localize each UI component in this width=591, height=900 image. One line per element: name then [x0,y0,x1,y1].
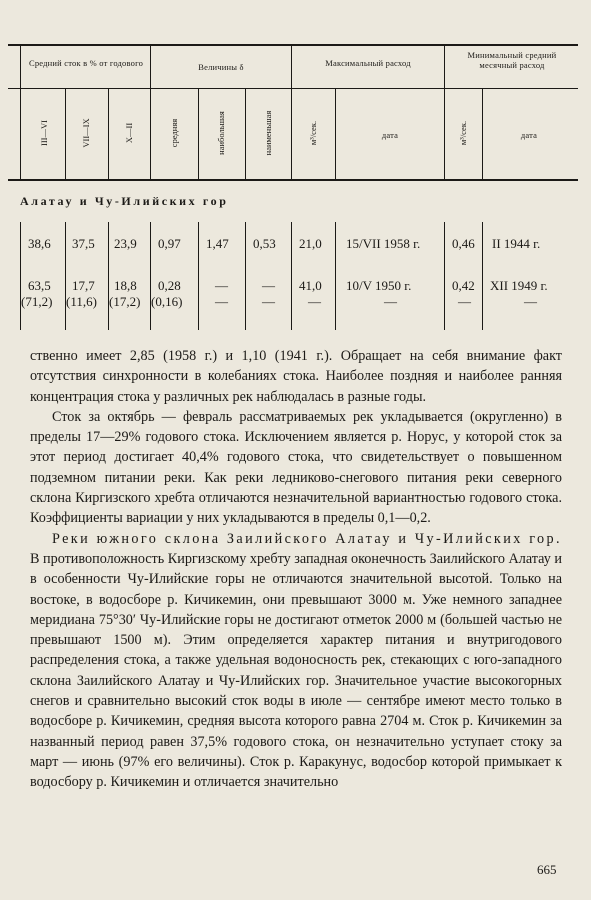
table-cell: (71,2) [21,294,53,309]
table-cell: — [262,294,275,309]
header-col-max: наибольшая [216,111,226,155]
paragraph: Сток за октябрь — февраль рассматриваемых рек укладывается (округленно) в пределы 17—29% годового стока. Исключением является р. Норус, у которой сток за этот период достигает 40,4% годового стока, что свидетельствует о повышенном подземном питании реки. Как реки ледниково-снегового питания реки северного склона Киргизского хребта отличаются незначительной вариантностью годового стока. Коэффициенты вариации у них укладываются в пределы 0,1—0,2. [30,408,562,527]
header-col-min-date: дата [520,130,538,140]
table-cell: — [308,294,321,309]
table-cell: — [215,278,228,293]
header-col-10-2: X—II [124,122,134,144]
col-sep [150,222,151,330]
paragraph-lead-heading: Реки южного склона Заилийского Алатау и Чу-Илийских гор. [52,530,562,547]
table-cell: 0,28 [158,278,181,293]
col-sep [291,44,292,180]
header-col-mean: средняя [169,118,179,148]
header-col-max-date: дата [381,130,399,140]
table-cell: 17,7 [72,278,95,293]
body-text [30,346,562,793]
table-cell: — [384,294,397,309]
col-sep [198,88,199,180]
table-top-rule [8,44,578,46]
table-header-mid-rule [8,88,578,89]
col-sep [108,222,109,330]
col-sep [444,222,445,330]
col-sep [108,88,109,180]
table-cell: — [524,294,537,309]
header-col-3-6: III—VI [39,120,49,146]
header-group-stock: Средний сток в % от годового [28,58,144,68]
col-sep [291,222,292,330]
section-title: Алатау и Чу-Илийских гор [20,194,229,208]
table-cell: 21,0 [299,236,322,251]
header-col-7-9: VII—IX [81,118,91,148]
header-col-min-flow: м³/сек. [458,120,468,146]
header-group-max: Максимальный расход [325,58,411,68]
header-group-min: Минимальный средний месячный расход [467,50,557,70]
table-cell: — [458,294,471,309]
col-sep [482,222,483,330]
page-number: 665 [537,862,557,877]
table-cell: (11,6) [66,294,97,309]
header-col-max-flow: м³/сек. [308,120,318,146]
table-cell: 0,97 [158,236,181,251]
col-sep [335,222,336,330]
table-cell: 41,0 [299,278,322,293]
table-cell: 15/VII 1958 г. [346,236,421,251]
table-header-bottom-rule [8,179,578,181]
table-cell: 0,42 [452,278,475,293]
table-cell: 1,47 [206,236,229,251]
paragraph-text: В противоположность Киргизскому хребту западная оконечность Заилийского Алатау и в особенности Чу-Илийские горы не отличаются значительной высотой. Только на востоке, в водосборе р. Кичикемин, они превышают 3000 м. Уже немного западнее меридиана 75°30′ Чу-Илийские горы не достигают отметок 2000 м (большей частью не превышают 1500 м). Этим определяется характер питания и внутригодового распределения стока, а также удельная водоносность рек, стекающих с юго-западного склона Заилийского Алатау и Чу-Илийских гор. Значительное участие высокогорных снегов и сравнительно высокий сток воды в июле — сентябре имеют место только в водосборе р. Кичикемин, средняя высота которого равна 2704 м. Сток р. Кичикемин за названный период равен 37,5% годового стока, он незначительно уступает стоку за март — июнь (97% его величины). Сток р. Каракунус, водосбор которой примыкает к водосбору р. Кичикемин и отличается значительно [30,550,562,791]
col-sep [198,222,199,330]
table-cell: 18,8 [114,278,137,293]
paragraph: ственно имеет 2,85 (1958 г.) и 1,10 (1941 г.). Обращает на себя внимание факт отсутствия синхронности в колебаниях стока. Наиболее поздняя и наиболее ранняя концентрация стока у различных рек наблюдалась в разные годы. [30,348,562,405]
table-cell: (17,2) [109,294,141,309]
table-cell: — [215,294,228,309]
table-cell: 37,5 [72,236,95,251]
col-sep [20,44,21,180]
table-cell: (0,16) [151,294,183,309]
paragraph [30,529,562,793]
table-cell: 0,53 [253,236,276,251]
col-sep [245,222,246,330]
table-cell: 63,5 [28,278,51,293]
table-cell: II 1944 г. [492,236,541,251]
table-body [8,222,578,330]
col-sep [20,222,21,330]
table-cell: 38,6 [28,236,51,251]
table-cell: 23,9 [114,236,137,251]
col-sep [65,222,66,330]
header-group-values: Величины δ [198,62,244,72]
table-header [8,44,578,180]
table-cell: XII 1949 г. [490,278,548,293]
col-sep [65,88,66,180]
col-sep [444,44,445,180]
table-cell: 10/V 1950 г. [346,278,412,293]
table-cell: — [262,278,275,293]
header-col-min: наименьшая [263,110,273,156]
col-sep [150,44,151,180]
col-sep [245,88,246,180]
table-cell: 0,46 [452,236,475,251]
